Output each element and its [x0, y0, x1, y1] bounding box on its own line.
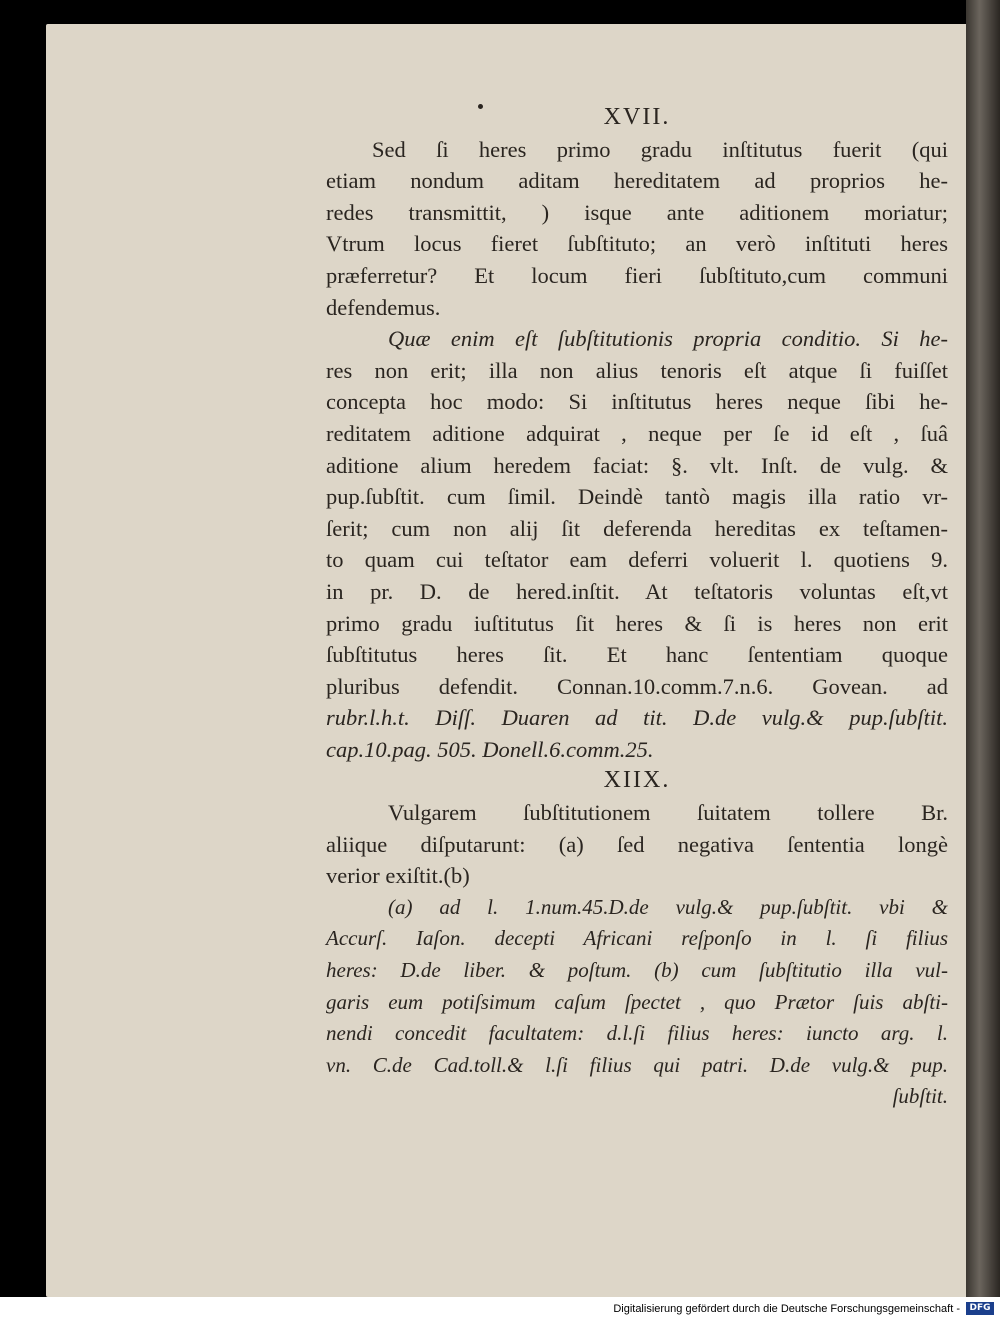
- text-line: to quam cui teſtator eam deferri voluerit l. quotiens 9.: [326, 547, 948, 573]
- text-line: defendemus.: [326, 294, 441, 320]
- text-line: Vtrum locus fieret ſubſtituto; an verò inſtituti heres: [326, 231, 948, 257]
- text-line: cap.10.pag. 505. Donell.6.comm.25.: [326, 736, 654, 762]
- text-line: Sed ſi heres primo gradu inſtitutus fuerit (qui: [372, 136, 948, 162]
- footnote-line: nendi concedit facultatem: d.l.ſi filius heres: iuncto arg. l.: [326, 1021, 948, 1046]
- text-line: concepta hoc modo: Si inſtitutus heres neque ſibi he-: [326, 389, 948, 415]
- footnote-line: ſubſtit.: [892, 1084, 948, 1109]
- text-line: aliique diſputarunt: (a) ſed negativa ſententia longè: [326, 831, 948, 857]
- text-line: verior exiſtit.(b): [326, 863, 470, 889]
- text-line: reditatem aditione adquirat , neque per ſe id eſt , ſuâ: [326, 420, 948, 446]
- text-line: Vulgarem ſubſtitutionem ſuitatem tollere Br.: [388, 800, 948, 826]
- text-line: redes transmittit, ) isque ante aditionem moriatur;: [326, 199, 948, 225]
- text-line: res non erit; illa non alius tenoris eſt atque ſi fuiſſet: [326, 357, 948, 383]
- footnote-line: Accurſ. Iaſon. decepti Africani reſponſo in l. ſi filius: [326, 926, 948, 951]
- text-line: aditione alium heredem faciat: §. vlt. Inſt. de vulg. &: [326, 452, 948, 478]
- text-line: primo gradu iuſtitutus ſit heres & ſi is heres non erit: [326, 610, 948, 636]
- text-line: pluribus defendit. Connan.10.comm.7.n.6. Govean. ad: [326, 673, 948, 699]
- footnote-line: garis eum potiſsimum caſum ſpectet , quo Prætor ſuis abſti-: [326, 989, 948, 1014]
- dfg-logo-icon: DFG: [966, 1302, 994, 1315]
- footnote-line: vn. C.de Cad.toll.& l.ſi filius qui patri. D.de vulg.& pup.: [326, 1052, 948, 1077]
- footnote-line: heres: D.de liber. & poſtum. (b) cum ſubſtitutio illa vul-: [326, 958, 948, 983]
- text-line: rubr.l.h.t. Diſſ. Duaren ad tit. D.de vulg.& pup.ſubſtit.: [326, 705, 948, 731]
- section-heading-xiix: XIIX.: [603, 767, 671, 794]
- footnote-line: (a) ad l. 1.num.45.D.de vulg.& pup.ſubſtit. vbi &: [388, 894, 948, 919]
- page-text: [326, 102, 948, 1113]
- text-line: Quæ enim eſt ſubſtitutionis propria conditio. Si he-: [388, 326, 948, 352]
- text-line: in pr. D. de hered.inſtit. At teſtatoris voluntas eſt,vt: [326, 578, 948, 604]
- text-line: ſubſtitutus heres ſit. Et hanc ſententiam quoque: [326, 642, 948, 668]
- section-heading-xvii: XVII.: [603, 104, 671, 130]
- text-line: præferretur? Et locum fieri ſubſtituto,cum communi: [326, 262, 948, 288]
- text-line: etiam nondum aditam hereditatem ad proprios he-: [326, 168, 948, 194]
- funding-credit: Digitalisierung gefördert durch die Deutsche Forschungsgemeinschaft -: [613, 1303, 960, 1315]
- text-line: ſerit; cum non alij ſit deferenda hereditas ex teſtamen-: [326, 515, 948, 541]
- text-line: pup.ſubſtit. cum ſimil. Deindè tantò magis illa ratio vr-: [326, 484, 948, 510]
- book-edge: [966, 0, 1000, 1300]
- footer-bar: [0, 1297, 1000, 1321]
